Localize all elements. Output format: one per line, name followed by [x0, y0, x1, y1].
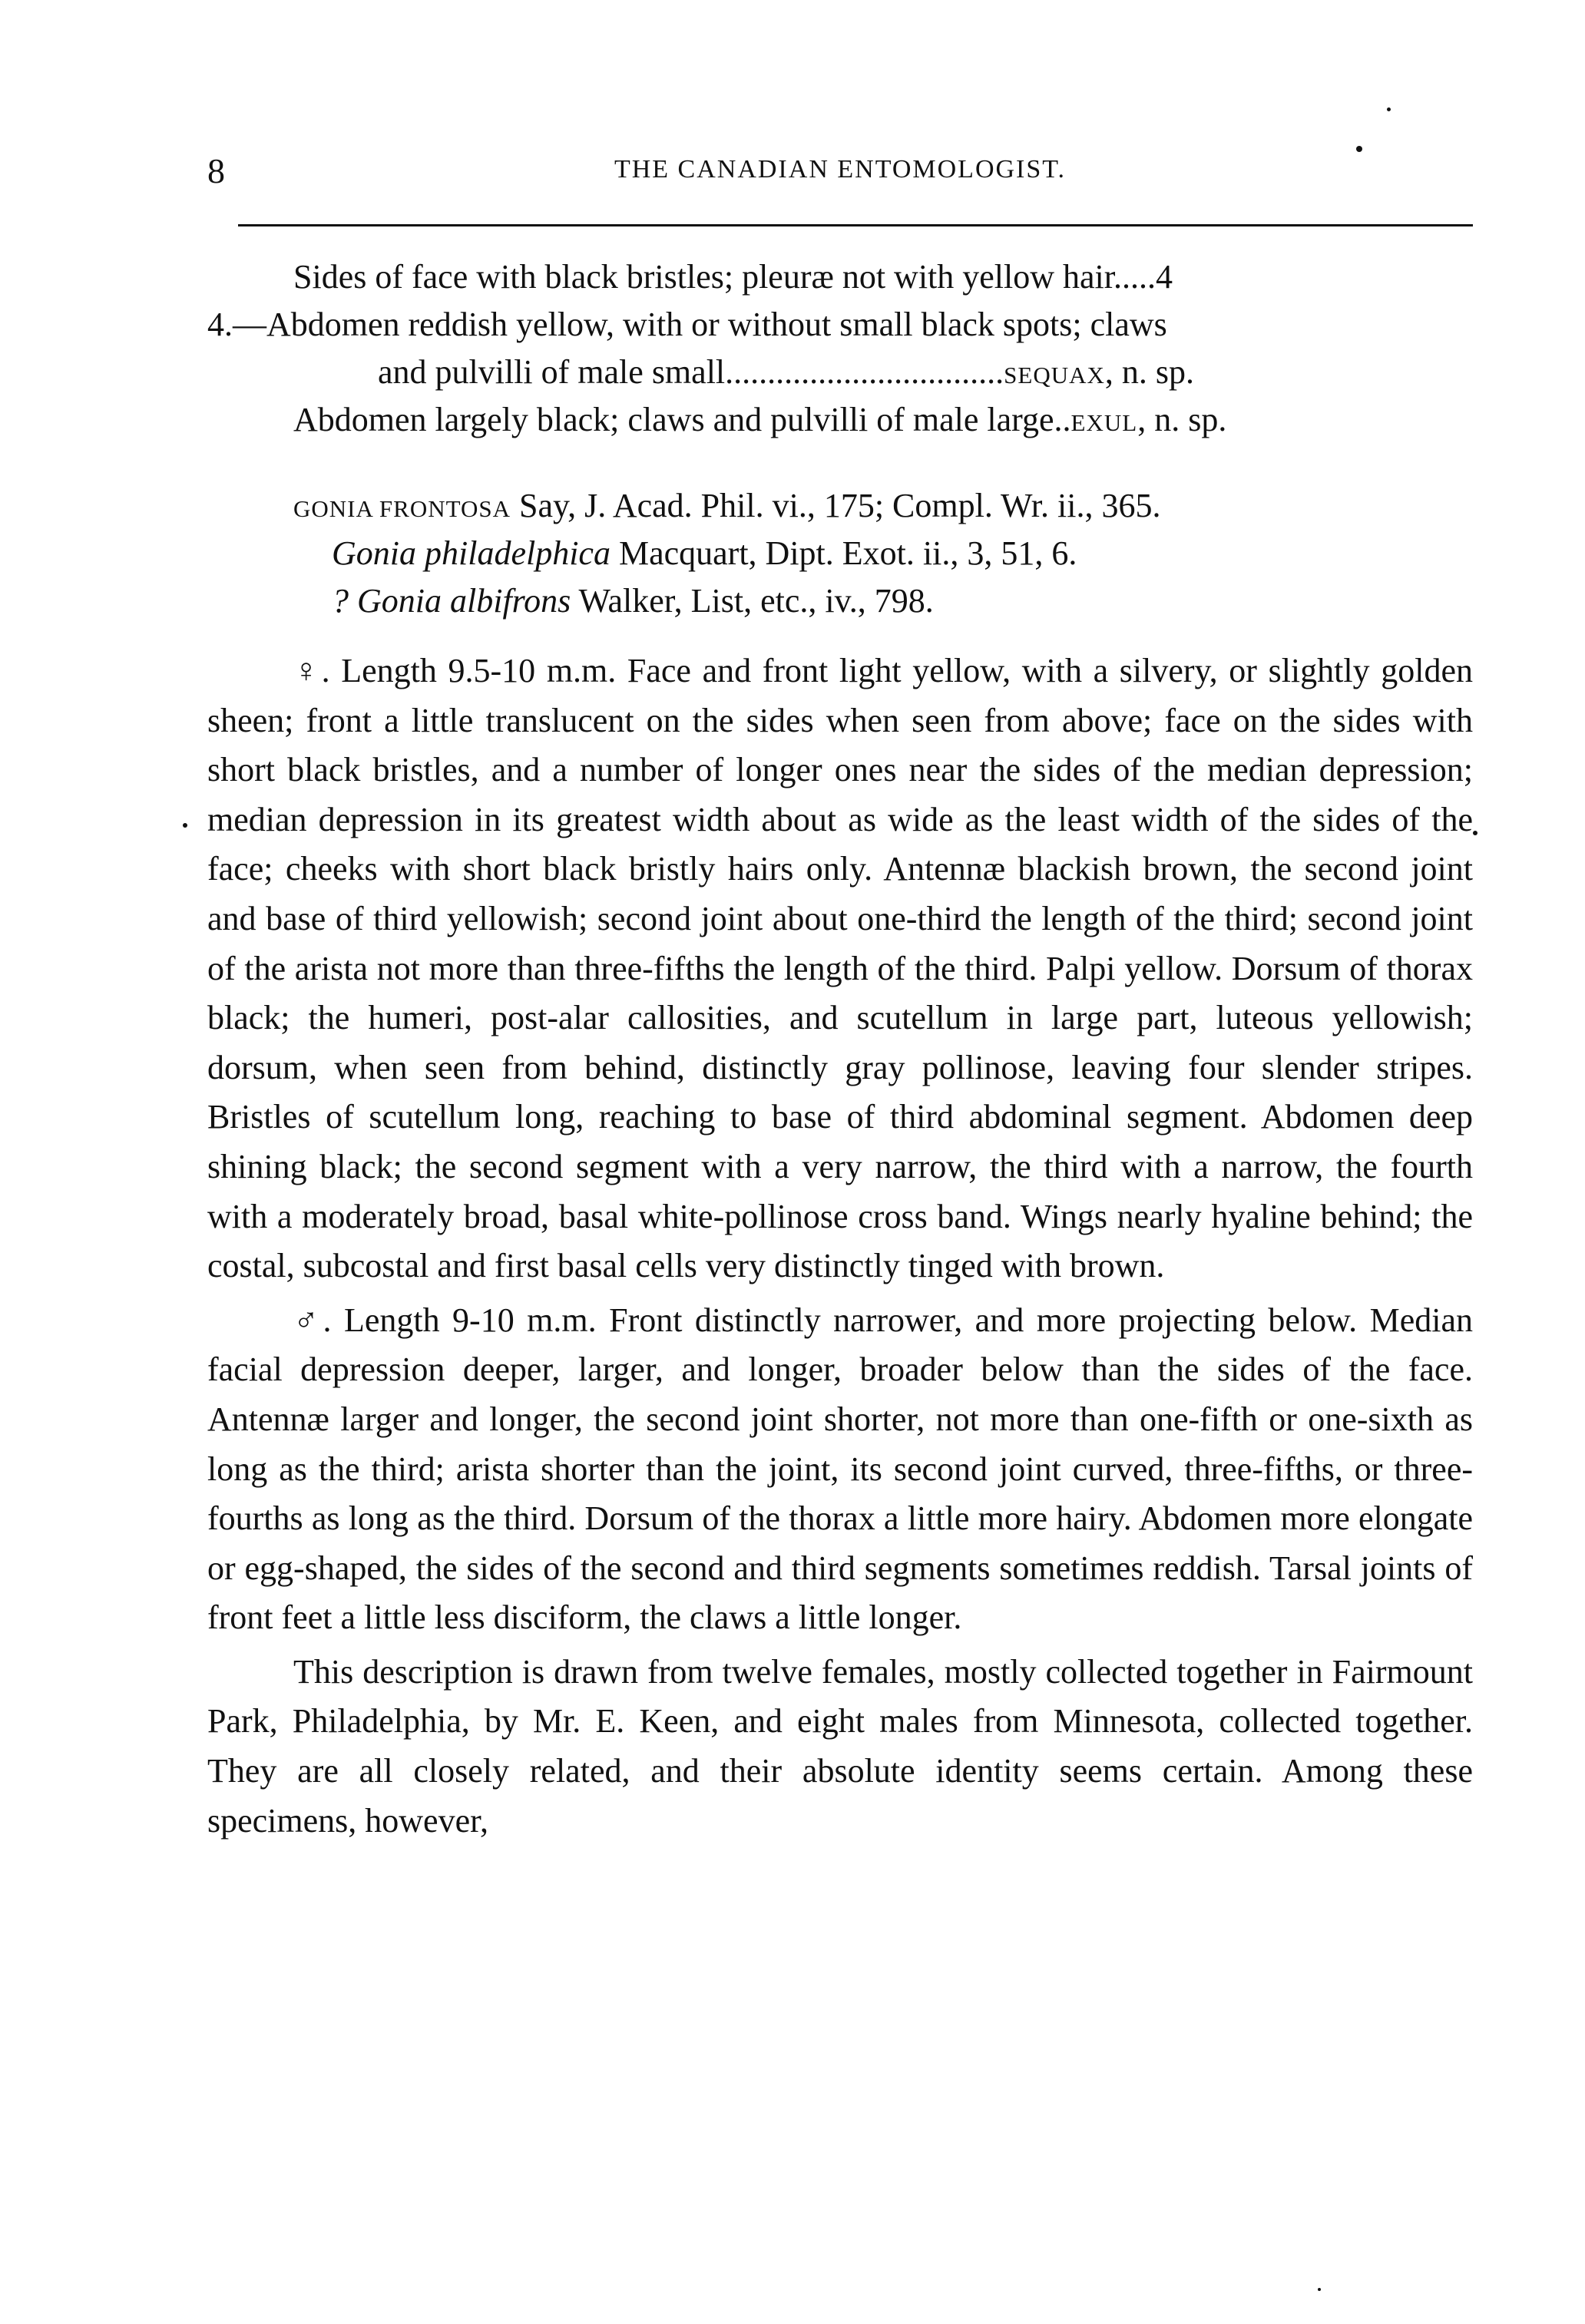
print-speck: [1318, 2288, 1321, 2291]
key-line: 4.—Abdomen reddish yellow, with or without small black spots; claws: [207, 306, 1167, 343]
print-speck: [1356, 146, 1362, 152]
species-name: Gonia albifrons: [357, 582, 571, 620]
species-name: EXUL: [1070, 409, 1138, 436]
key-line: Abdomen largely black; claws and pulvilli of male large..EXUL, n. sp.: [293, 401, 1227, 438]
female-description: ♀. Length 9.5-10 m.m. Face and front light yellow, with a silvery, or slightly golden sheen; front a little translucent on the sides when seen from above; face on the sides with short black bristles, and a number of longer ones near the sides of the median depression; median depression in its greatest width about as wide as the least width of the sides of the face; cheeks with short black bristly hairs only. Antennæ blackish brown, the second joint and base of third yellowish; second joint about one-third the length of the third; second joint of the arista not more than three-fifths the length of the third. Palpi yellow. Dorsum of thorax black; the humeri, post-alar callosities, and scutellum in large part, luteous yellowish; dorsum, when seen from behind, distinctly gray pollinose, leaving four slender stripes. Bristles of scutellum long, reaching to base of third abdominal segment. Abdomen deep shining black; the second segment with a very narrow, the third with a narrow, the fourth with a moderately broad, basal white-pollinose cross band. Wings nearly hyaline behind; the costal, subcostal and first basal cells very distinctly tinged with brown.: [207, 652, 1473, 1285]
description-body: [207, 646, 1473, 1846]
synonymy-block: [293, 482, 1476, 625]
key-line: Sides of face with black bristles; pleuræ not with yellow hair.....4: [293, 258, 1173, 296]
page-header: [207, 150, 1473, 197]
synonymy-line: GONIA FRONTOSA Say, J. Acad. Phil. vi., 175; Compl. Wr. ii., 365.: [293, 487, 1161, 524]
synonymy-line: ? Gonia albifrons Walker, List, etc., iv., 798.: [332, 582, 934, 620]
print-speck: [1387, 107, 1391, 111]
key-line: and pulvilli of male small.................................SEQUAX, n. sp.: [378, 353, 1194, 391]
print-speck: [183, 823, 187, 828]
identification-key: [207, 253, 1473, 444]
closing-paragraph: This description is drawn from twelve females, mostly collected together in Fairmount Park, Philadelphia, by Mr. E. Keen, and eight males from Minnesota, collected together. They are all closely related, and their absolute identity seems certain. Among these specimens, however,: [207, 1652, 1473, 1840]
running-title: THE CANADIAN ENTOMOLOGIST.: [614, 155, 1067, 183]
print-speck: [1473, 831, 1477, 835]
header-rule: [238, 224, 1473, 226]
species-name: GONIA FRONTOSA: [293, 495, 511, 522]
synonymy-line: Gonia philadelphica Macquart, Dipt. Exot. ii., 3, 51, 6.: [332, 534, 1077, 572]
species-name: Gonia philadelphica: [332, 534, 611, 572]
species-name: SEQUAX: [1004, 362, 1105, 388]
male-description: ♂. Length 9-10 m.m. Front distinctly narrower, and more projecting below. Median facial depression deeper, larger, and longer, broader below than the sides of the face. Antennæ larger and longer, the second joint shorter, not more than one-fifth or one-sixth as long as the third; arista shorter than the joint, its second joint curved, three-fifths, or three-fourths as long as the third. Dorsum of the thorax a little more hairy. Abdomen more elongate or egg-shaped, the sides of the second and third segments sometimes reddish. Tarsal joints of front feet a little less disciform, the claws a little longer.: [207, 1301, 1473, 1637]
page-number: 8: [207, 151, 225, 190]
